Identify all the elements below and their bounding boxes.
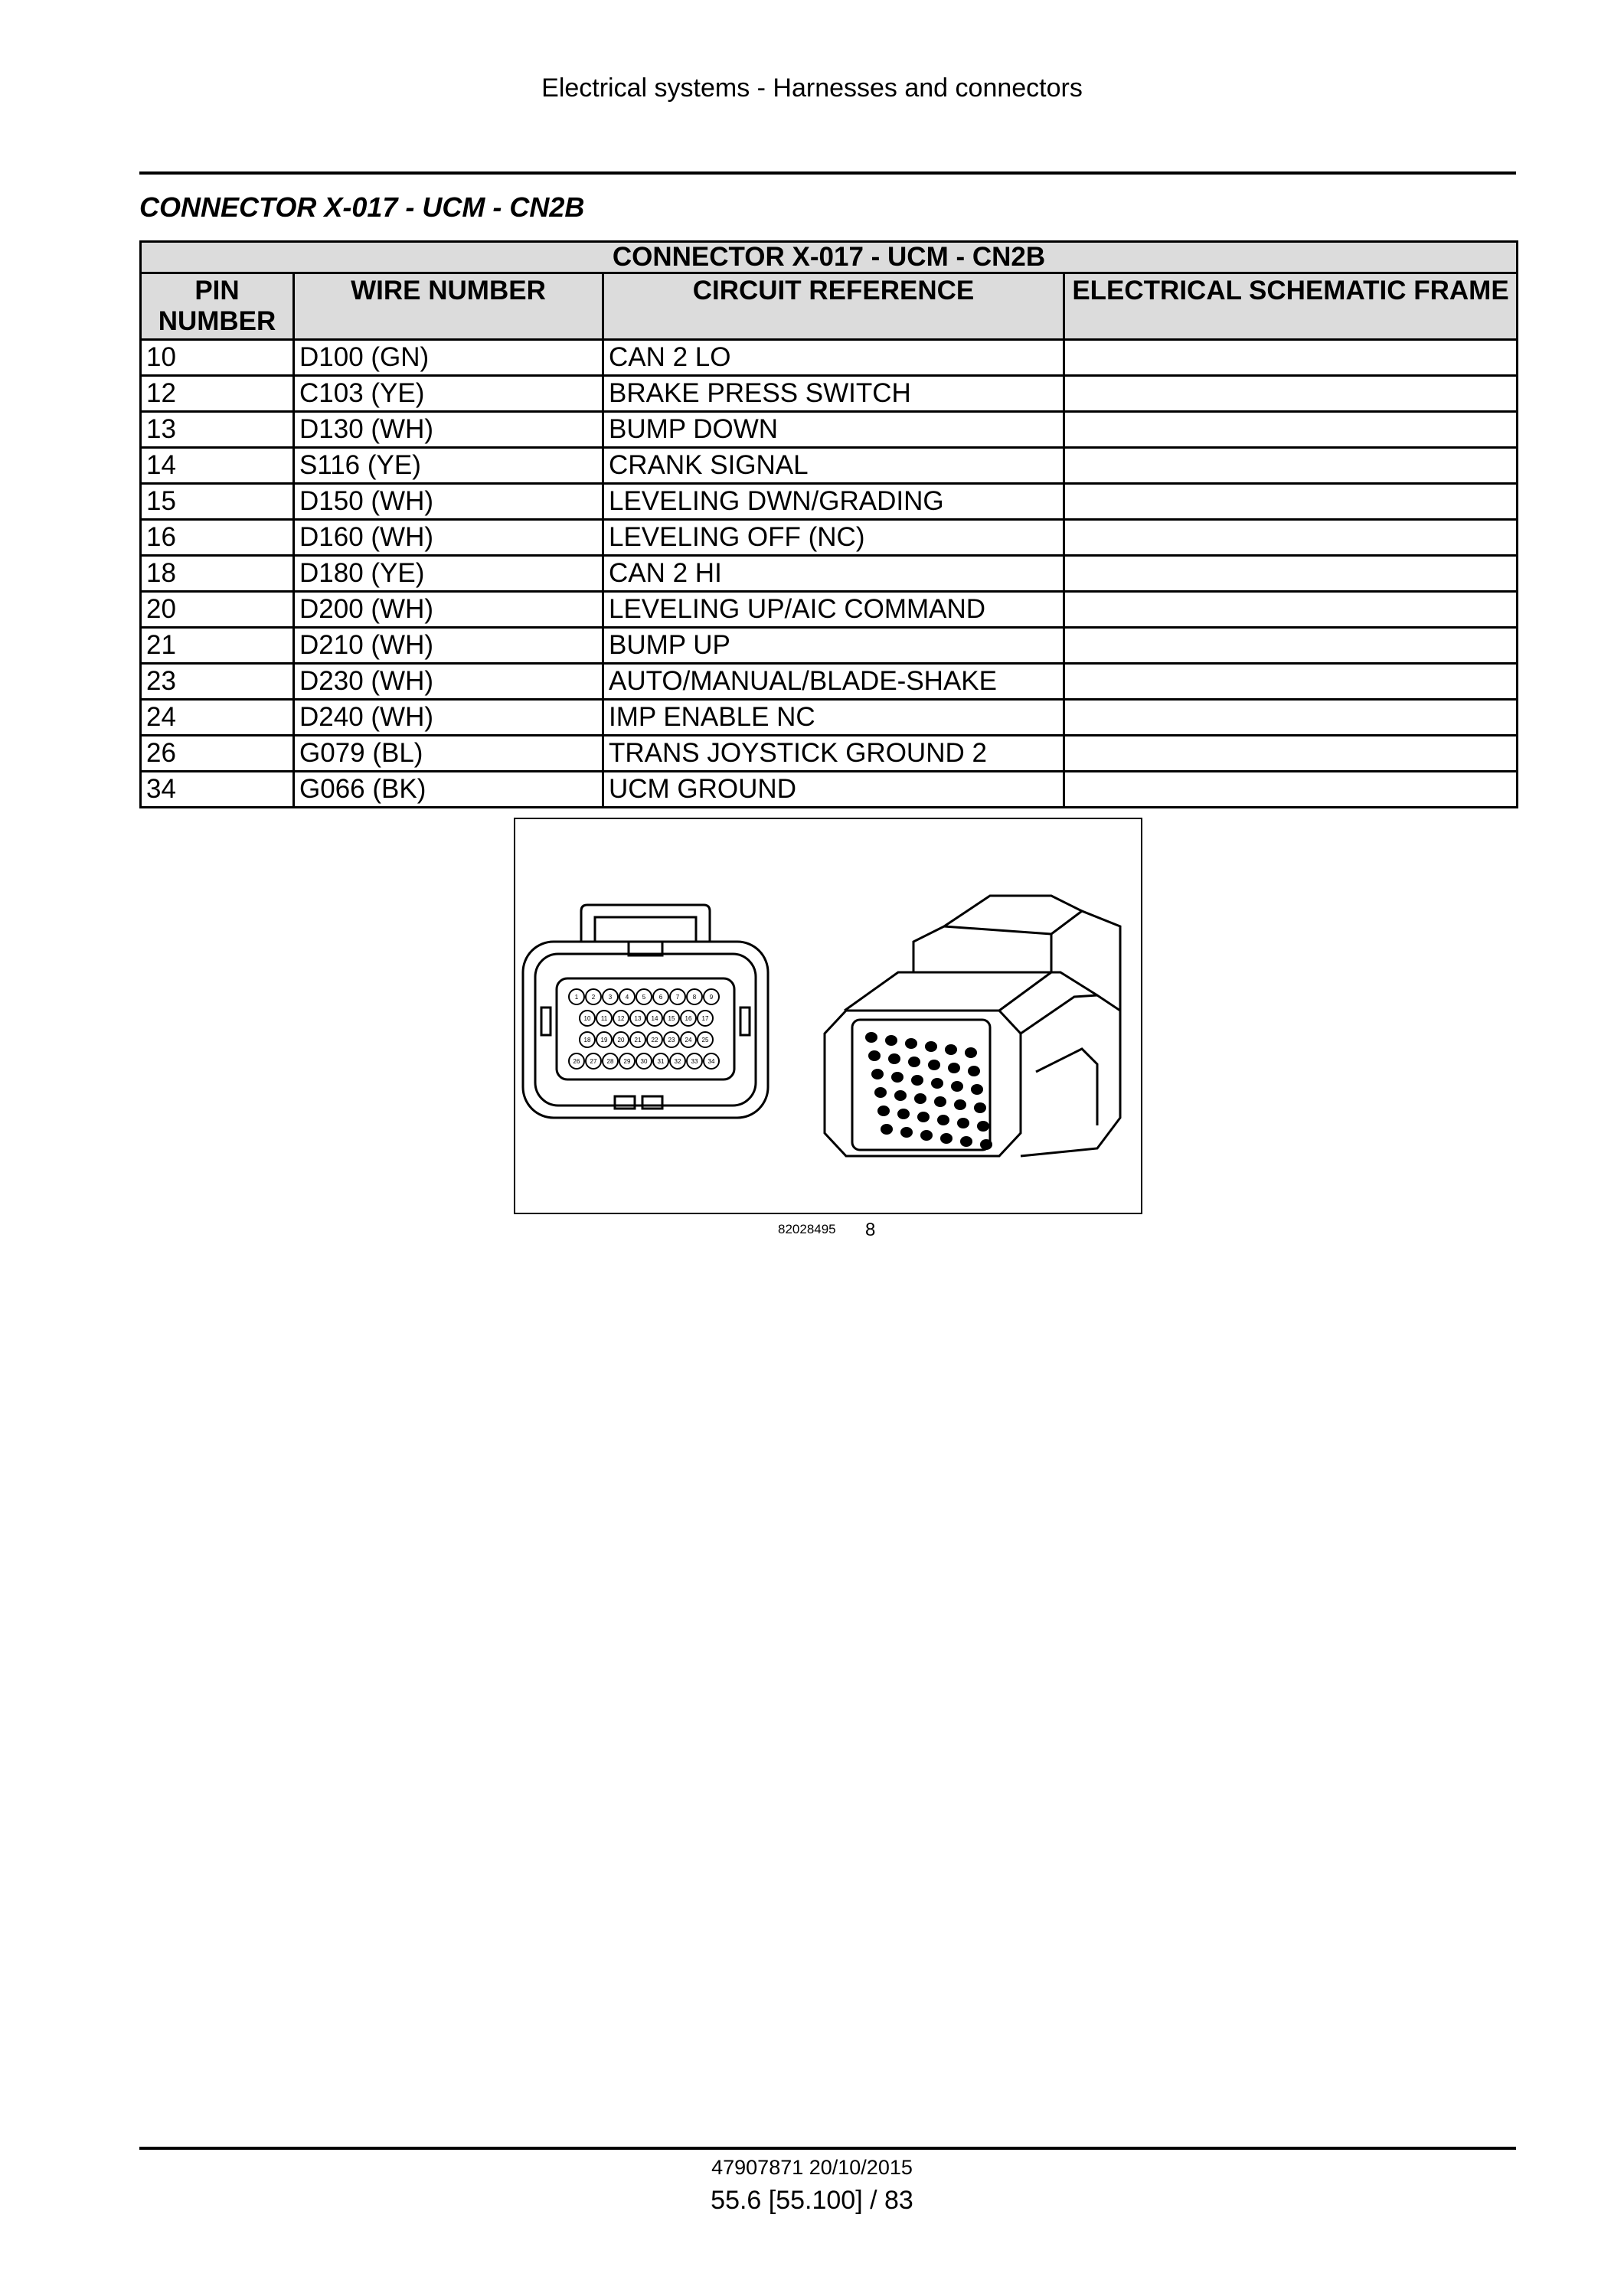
circuit-reference-cell: BRAKE PRESS SWITCH	[603, 376, 1064, 412]
column-header-pin-number: PIN NUMBER	[141, 273, 294, 340]
pin-hole	[897, 1109, 910, 1119]
connector-face-outline	[523, 942, 768, 1118]
wire-number-cell: D210 (WH)	[294, 628, 603, 664]
pin-number-cell: 24	[141, 700, 294, 736]
schematic-frame-cell	[1064, 592, 1518, 628]
pin-hole	[871, 1069, 884, 1079]
wire-number-cell: D230 (WH)	[294, 664, 603, 700]
pin-hole	[951, 1081, 963, 1092]
column-header-schematic-frame: ELECTRICAL SCHEMATIC FRAME	[1064, 273, 1518, 340]
table-caption: CONNECTOR X-017 - UCM - CN2B	[141, 242, 1518, 273]
pin-label: 21	[634, 1037, 642, 1043]
connector-pin-table	[139, 240, 1518, 808]
pin-label: 4	[625, 994, 629, 1001]
column-header-circuit-reference: CIRCUIT REFERENCE	[603, 273, 1064, 340]
pin-hole	[868, 1050, 881, 1061]
table-row	[141, 628, 1518, 664]
wire-number-cell: D200 (WH)	[294, 592, 603, 628]
pin-hole	[960, 1136, 972, 1147]
table-row	[141, 772, 1518, 808]
connector-illustration	[515, 819, 1141, 1213]
pin-number-cell: 21	[141, 628, 294, 664]
pin-label: 26	[573, 1058, 580, 1065]
schematic-frame-cell	[1064, 700, 1518, 736]
pin-number-cell: 26	[141, 736, 294, 772]
pin-label: 18	[583, 1037, 591, 1043]
pin-label: 2	[591, 994, 596, 1001]
pin-number-cell: 34	[141, 772, 294, 808]
wire-number-cell: D130 (WH)	[294, 412, 603, 448]
pin-hole	[885, 1035, 897, 1046]
wire-number-cell: G066 (BK)	[294, 772, 603, 808]
pin-number-cell: 12	[141, 376, 294, 412]
pin-hole	[865, 1032, 877, 1043]
circuit-reference-cell: CRANK SIGNAL	[603, 448, 1064, 484]
pin-number-cell: 16	[141, 520, 294, 556]
schematic-frame-cell	[1064, 736, 1518, 772]
pin-label: 33	[691, 1058, 698, 1065]
pin-label: 10	[583, 1015, 591, 1022]
pin-hole	[954, 1099, 966, 1110]
schematic-frame-cell	[1064, 412, 1518, 448]
section-title: CONNECTOR X-017 - UCM - CN2B	[139, 191, 585, 223]
pin-label: 6	[658, 994, 663, 1001]
table-row	[141, 448, 1518, 484]
pin-label: 8	[692, 994, 697, 1001]
table-row	[141, 484, 1518, 520]
pin-number-cell: 23	[141, 664, 294, 700]
pin-label: 9	[709, 994, 714, 1001]
connector-face-inner	[535, 954, 756, 1106]
schematic-frame-cell	[1064, 556, 1518, 592]
table-body	[141, 340, 1518, 808]
pin-hole	[914, 1093, 926, 1104]
pin-label: 28	[606, 1058, 614, 1065]
pin-label: 12	[617, 1015, 625, 1022]
circuit-reference-cell: CAN 2 HI	[603, 556, 1064, 592]
schematic-frame-cell	[1064, 340, 1518, 376]
schematic-frame-cell	[1064, 628, 1518, 664]
circuit-reference-cell: CAN 2 LO	[603, 340, 1064, 376]
table-row	[141, 340, 1518, 376]
circuit-reference-cell: LEVELING DWN/GRADING	[603, 484, 1064, 520]
pin-hole	[931, 1078, 943, 1089]
pin-hole	[980, 1139, 992, 1150]
pin-label: 20	[617, 1037, 625, 1043]
pin-number-cell: 20	[141, 592, 294, 628]
pin-hole	[874, 1087, 887, 1098]
pin-label: 7	[675, 994, 680, 1001]
pin-label: 5	[642, 994, 646, 1001]
pin-hole	[971, 1084, 983, 1095]
pin-label: 19	[600, 1037, 608, 1043]
circuit-reference-cell: AUTO/MANUAL/BLADE-SHAKE	[603, 664, 1064, 700]
table-row	[141, 412, 1518, 448]
pin-hole	[881, 1124, 893, 1135]
page-header-title: Electrical systems - Harnesses and connectors	[541, 73, 1083, 103]
schematic-frame-cell	[1064, 664, 1518, 700]
pin-grid	[569, 989, 719, 1069]
pin-label: 3	[608, 994, 613, 1001]
pin-label: 22	[651, 1037, 658, 1043]
table-row	[141, 700, 1518, 736]
header-divider	[139, 171, 1516, 175]
pin-label: 16	[685, 1015, 692, 1022]
pin-hole	[934, 1096, 946, 1107]
pin-label: 34	[707, 1058, 715, 1065]
wire-number-cell: D240 (WH)	[294, 700, 603, 736]
connector-figure	[514, 818, 1142, 1214]
pin-label: 29	[623, 1058, 631, 1065]
wire-number-cell: D150 (WH)	[294, 484, 603, 520]
pin-label: 25	[701, 1037, 709, 1043]
table-row	[141, 556, 1518, 592]
pin-hole	[948, 1063, 960, 1073]
wire-number-cell: C103 (YE)	[294, 376, 603, 412]
table-row	[141, 376, 1518, 412]
pin-hole	[937, 1115, 949, 1125]
pin-hole	[888, 1053, 900, 1064]
pin-hole	[945, 1044, 957, 1055]
pin-label: 1	[574, 994, 579, 1001]
pin-label: 15	[668, 1015, 675, 1022]
pin-hole	[928, 1060, 940, 1070]
table-row	[141, 664, 1518, 700]
table-header-row	[141, 273, 1518, 340]
circuit-reference-cell: LEVELING OFF (NC)	[603, 520, 1064, 556]
pin-label: 23	[668, 1037, 675, 1043]
pin-hole	[900, 1127, 913, 1138]
pin-hole	[894, 1090, 907, 1101]
pin-label: 13	[634, 1015, 642, 1022]
pin-hole	[917, 1112, 930, 1122]
column-header-wire-number: WIRE NUMBER	[294, 273, 603, 340]
circuit-reference-cell: LEVELING UP/AIC COMMAND	[603, 592, 1064, 628]
pin-hole	[940, 1133, 953, 1144]
pin-number-cell: 14	[141, 448, 294, 484]
pin-number-cell: 13	[141, 412, 294, 448]
document-id-date: 47907871 20/10/2015	[711, 2156, 913, 2179]
schematic-frame-cell	[1064, 448, 1518, 484]
wire-number-cell: S116 (YE)	[294, 448, 603, 484]
pin-label: 24	[685, 1037, 692, 1043]
pin-number-cell: 10	[141, 340, 294, 376]
wire-number-cell: G079 (BL)	[294, 736, 603, 772]
pin-label: 11	[600, 1015, 608, 1022]
schematic-frame-cell	[1064, 520, 1518, 556]
pin-hole	[891, 1072, 903, 1083]
pin-hole	[957, 1118, 969, 1128]
page-reference: 55.6 [55.100] / 83	[711, 2186, 913, 2215]
pin-hole	[977, 1121, 989, 1132]
wire-number-cell: D160 (WH)	[294, 520, 603, 556]
wire-number-cell: D100 (GN)	[294, 340, 603, 376]
pin-holes-3d	[865, 1032, 992, 1150]
pin-hole	[925, 1041, 937, 1052]
connector-3d-view	[825, 896, 1120, 1156]
pin-label: 14	[651, 1015, 658, 1022]
pin-hole	[911, 1075, 923, 1086]
figure-id: 82028495	[778, 1222, 836, 1236]
pin-number-cell: 18	[141, 556, 294, 592]
pin-label: 27	[590, 1058, 597, 1065]
table-row	[141, 736, 1518, 772]
pin-hole	[905, 1038, 917, 1049]
pin-label: 32	[674, 1058, 681, 1065]
pin-hole	[974, 1102, 986, 1113]
connector-latch	[581, 905, 710, 942]
circuit-reference-cell: IMP ENABLE NC	[603, 700, 1064, 736]
circuit-reference-cell: BUMP DOWN	[603, 412, 1064, 448]
table-row	[141, 592, 1518, 628]
schematic-frame-cell	[1064, 772, 1518, 808]
pin-hole	[920, 1130, 933, 1141]
schematic-frame-cell	[1064, 376, 1518, 412]
circuit-reference-cell: TRANS JOYSTICK GROUND 2	[603, 736, 1064, 772]
footer-divider	[139, 2147, 1516, 2150]
pin-hole	[877, 1106, 890, 1116]
figure-number: 8	[865, 1220, 876, 1240]
pin-label: 17	[701, 1015, 709, 1022]
pin-hole	[908, 1057, 920, 1067]
circuit-reference-cell: UCM GROUND	[603, 772, 1064, 808]
wire-number-cell: D180 (YE)	[294, 556, 603, 592]
circuit-reference-cell: BUMP UP	[603, 628, 1064, 664]
pin-hole	[968, 1066, 980, 1076]
table-row	[141, 520, 1518, 556]
pin-number-cell: 15	[141, 484, 294, 520]
pin-label: 30	[640, 1058, 648, 1065]
schematic-frame-cell	[1064, 484, 1518, 520]
pin-hole	[965, 1047, 977, 1058]
pin-label: 31	[657, 1058, 665, 1065]
